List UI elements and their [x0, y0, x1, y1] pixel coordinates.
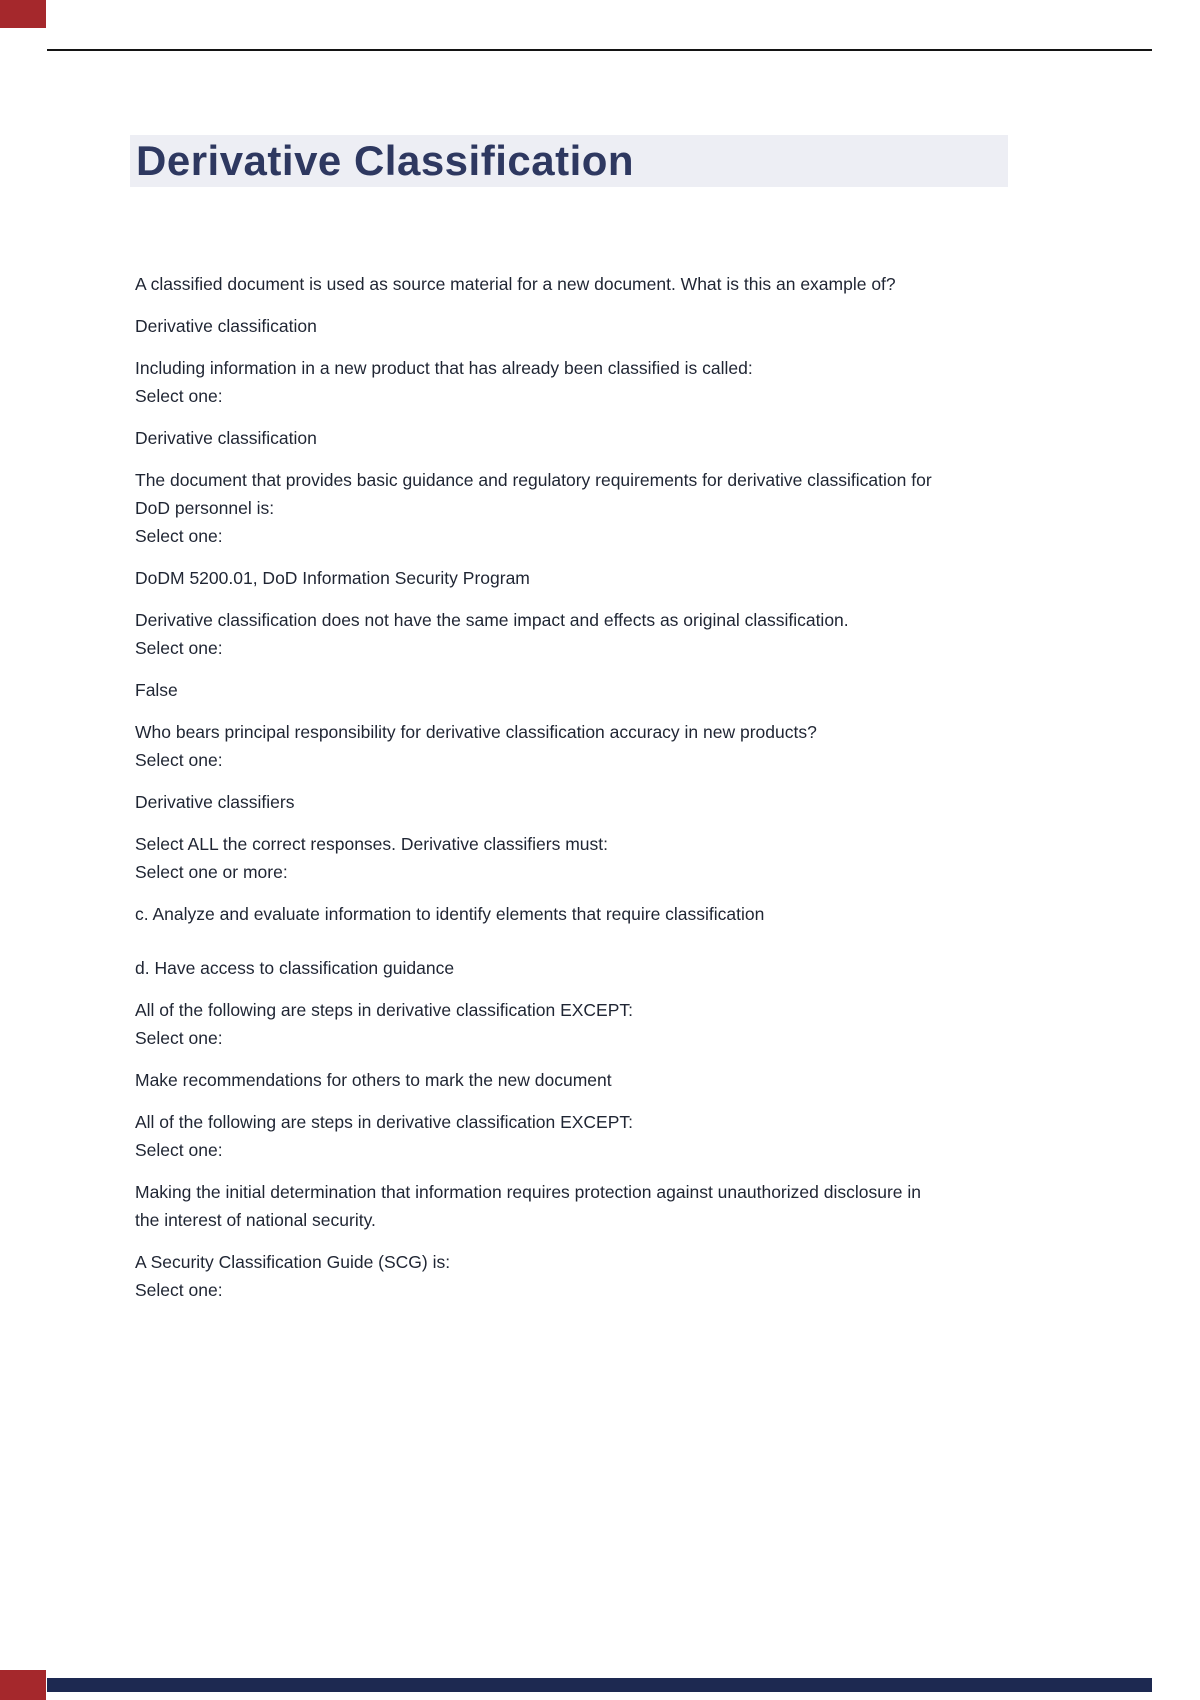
question-block	[135, 1248, 1085, 1304]
answer-text: DoDM 5200.01, DoD Information Security Program	[135, 568, 530, 588]
answer-block	[135, 676, 1085, 704]
answer-block	[135, 900, 1085, 928]
page-title: Derivative Classification	[136, 137, 635, 184]
question-block	[135, 466, 1085, 550]
answer-text: the interest of national security.	[135, 1210, 376, 1230]
top-left-red-mark	[0, 0, 46, 28]
title-band	[130, 135, 1008, 187]
question-block	[135, 270, 1085, 298]
answer-block	[135, 312, 1085, 340]
question-text: DoD personnel is:	[135, 498, 275, 518]
question-block	[135, 606, 1085, 662]
answer-text: Derivative classification	[135, 428, 317, 448]
answer-block	[135, 954, 1085, 982]
answer-text: Making the initial determination that information requires protection against unauthorized disclosure in	[135, 1182, 921, 1202]
header-rule	[47, 49, 1152, 51]
select-prompt: Select one:	[135, 750, 223, 770]
answer-text: Derivative classifiers	[135, 792, 295, 812]
answer-text: Make recommendations for others to mark the new document	[135, 1070, 612, 1090]
select-prompt: Select one:	[135, 1280, 223, 1300]
select-prompt: Select one:	[135, 386, 223, 406]
answer-block	[135, 788, 1085, 816]
answer-text: c. Analyze and evaluate information to identify elements that require classification	[135, 904, 765, 924]
bottom-left-red-mark	[0, 1670, 46, 1700]
question-text: All of the following are steps in derivative classification EXCEPT:	[135, 1000, 634, 1020]
question-text: Including information in a new product that has already been classified is called:	[135, 358, 753, 378]
answer-text: d. Have access to classification guidance	[135, 958, 455, 978]
select-prompt: Select one or more:	[135, 862, 288, 882]
question-text: All of the following are steps in derivative classification EXCEPT:	[135, 1112, 634, 1132]
answer-text: Derivative classification	[135, 316, 317, 336]
question-text: Derivative classification does not have the same impact and effects as original classification.	[135, 610, 849, 630]
answer-block	[135, 424, 1085, 452]
answer-block	[135, 1066, 1085, 1094]
select-prompt: Select one:	[135, 1028, 223, 1048]
question-text: Select ALL the correct responses. Derivative classifiers must:	[135, 834, 609, 854]
footer-bar	[47, 1678, 1152, 1692]
question-block	[135, 996, 1085, 1052]
question-block	[135, 718, 1085, 774]
select-prompt: Select one:	[135, 1140, 223, 1160]
question-text: A Security Classification Guide (SCG) is:	[135, 1252, 451, 1272]
question-block	[135, 354, 1085, 410]
document-content	[135, 270, 1085, 1318]
question-block	[135, 830, 1085, 886]
question-text: A classified document is used as source material for a new document. What is this an example of?	[135, 274, 896, 294]
select-prompt: Select one:	[135, 638, 223, 658]
select-prompt: Select one:	[135, 526, 223, 546]
question-text: The document that provides basic guidance and regulatory requirements for derivative classification for	[135, 470, 932, 490]
question-text: Who bears principal responsibility for derivative classification accuracy in new products?	[135, 722, 817, 742]
answer-text: False	[135, 680, 178, 700]
question-block	[135, 1108, 1085, 1164]
answer-block	[135, 564, 1085, 592]
answer-block	[135, 1178, 1085, 1234]
